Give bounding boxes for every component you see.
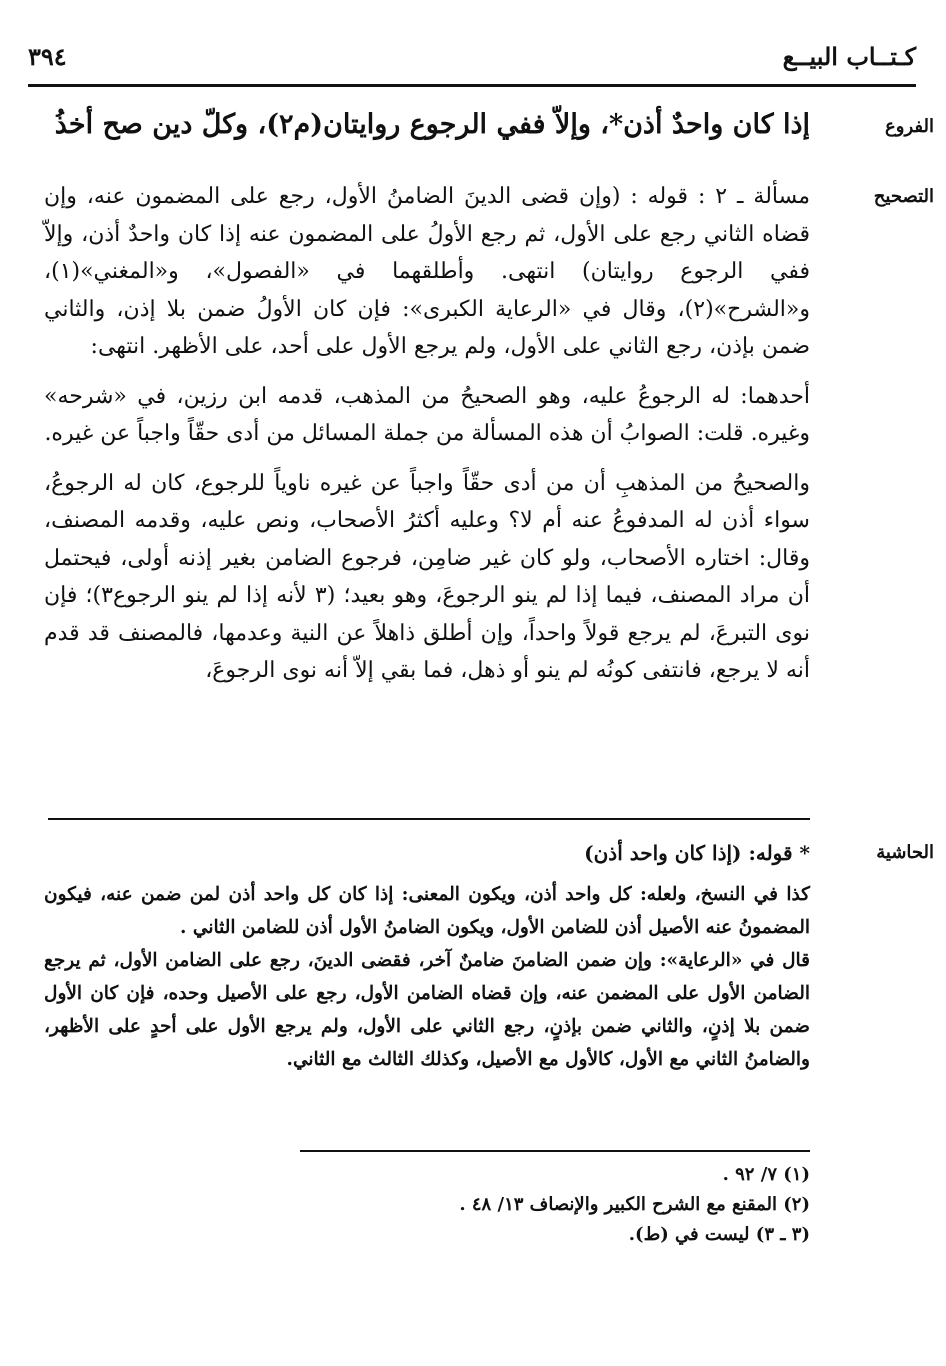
section-divider xyxy=(48,818,810,820)
footnotes xyxy=(300,1160,810,1250)
running-header xyxy=(28,40,916,80)
label-hashiya: الحاشية xyxy=(876,842,934,863)
furu-text: إذا كان واحدٌ أذن*، وإلاّ ففي الرجوع روايتان(م٢)، وكلّ دين صح أخذُ xyxy=(54,109,810,140)
hashiya-paragraph: قال في «الرعاية»: وإن ضمن الضامنَ ضامنٌ آخر، فقضى الدينَ، رجع على الضامن الأول، ثم يرجع الضامن الأول على المضمن عنه، وإن قضاه الضامن الأول، رجع على الأصيل وحده، فإن كان الأول ضمن بلا إذنٍ، والثاني ضمن بإذنٍ، رجع الثاني على الأول، ولم يرجع الأول على أحدٍ على الأظهر، والضامنُ الثاني مع الأول، كالأول مع الأصيل، وكذلك الثالث مع الثاني. xyxy=(44,950,810,1070)
footnote: (١) ٧/ ٩٢ . xyxy=(722,1164,810,1185)
hashiya-section xyxy=(44,878,810,1076)
tashih-section xyxy=(44,178,810,690)
hashiya-paragraph: كذا في النسخ، ولعله: كل واحد أذن، ويكون المعنى: إذا كان كل واحد أذن لمن ضمن عنه، فيكون المضمونُ عنه الأصيل أذن للضامن الأول، ويكون الضامنُ الأول أذن للضامن الثاني . xyxy=(44,884,810,938)
hashiya-title: * قوله: (إذا كان واحد أذن) xyxy=(584,841,810,865)
footnote-rule xyxy=(300,1150,810,1152)
chapter-title: كـتــاب البيــع xyxy=(782,42,916,71)
label-furu: الفروع xyxy=(885,116,934,137)
page-number: ٣٩٤ xyxy=(28,42,67,71)
footnote: (٢) المقنع مع الشرح الكبير والإنصاف ١٣/ ٤٨ . xyxy=(459,1194,810,1215)
tashih-paragraph: والصحيحُ من المذهبِ أن من أدى حقّاً واجباً عن غيره ناوياً للرجوع، كان له الرجوعُ، سواء أذن له المدفوعُ عنه أم لا؟ وعليه أكثرُ الأصحاب، ونص عليه، وقدمه المصنف، وقال: اختاره الأصحاب، ولو كان غير ضامِن، فرجوع الضامن بغير إذنه أولى، فيحتمل أن مراد المصنف، فيما إذا لم ينو الرجوعَ، وهو بعيد؛ (٣ لأنه إذا لم ينو الرجوع٣)؛ فإن نوى التبرعَ، لم يرجع قولاً واحداً، وإن أطلق ذاهلاً عن النية وعدمها، فالمصنف قد قدم أنه لا يرجع، فانتفى كونُه لم ينو أو ذهل، فما بقي إلاّ أنه نوى الرجوعَ، xyxy=(44,470,810,683)
tashih-paragraph: مسألة ـ ٢ : قوله : (وإن قضى الدينَ الضامنُ الأول، رجع على المضمون عنه، وإن قضاه الثاني رجع على الأول، ثم رجع الأولُ على المضمون عنه إذا كان واحدٌ أذن، وإلاّ ففي الرجوع روايتان) انتهى. وأطلقهما في «الفصول»، و«المغني»(١)، و«الشرح»(٢)، وقال في «الرعاية الكبرى»: فإن كان الأولُ ضمن بلا إذن، والثاني ضمن بإذن، رجع الثاني على الأول، ولم يرجع الأول على أحد، على الأظهر. انتهى: xyxy=(44,184,811,359)
header-rule xyxy=(28,84,916,87)
tashih-paragraph: أحدهما: له الرجوعُ عليه، وهو الصحيحُ من المذهب، قدمه ابن رزين، في «شرحه» وغيره. قلت: الصوابُ أن هذه المسألة من جملة المسائل من أدى حقّاً واجباً عن غيره. xyxy=(44,383,810,446)
footnote: (٣ ـ ٣) ليست في (ط). xyxy=(628,1224,810,1245)
label-tashih: التصحيح xyxy=(873,186,934,207)
